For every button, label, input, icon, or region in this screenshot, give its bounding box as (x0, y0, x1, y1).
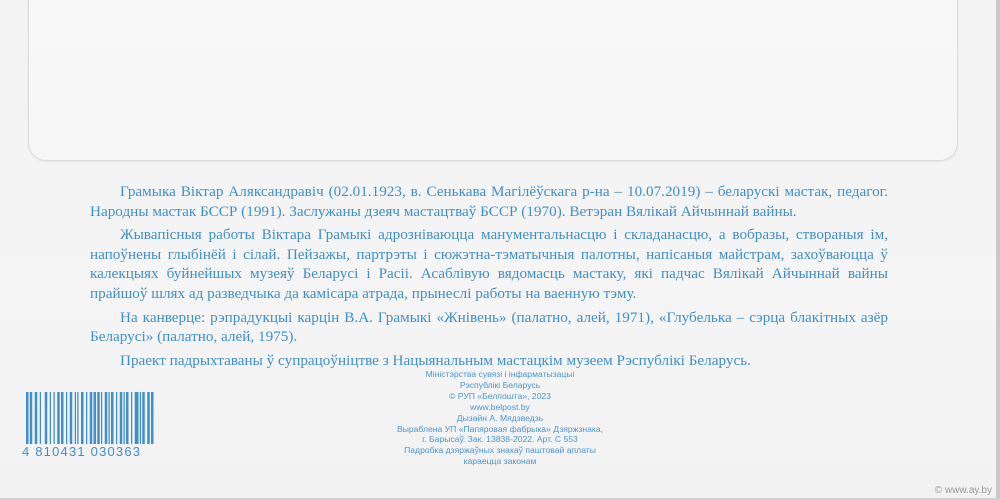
barcode-bar (111, 392, 114, 444)
imprint-line: караецца законам (463, 456, 537, 467)
imprint-line: Падробка дзяржаўных знакаў паштовай аплаты (404, 445, 596, 456)
paragraph-project: Праект падрыхтаваны ў супрацоўніцтве з Нацыянальным мастацкім музеем Рэспублікі Беларусь. (120, 351, 751, 369)
imprint-line: Міністэрства сувязі і інфарматызацыі (425, 369, 575, 379)
barcode-bar (81, 392, 84, 444)
watermark: © www.ay.by (934, 485, 992, 496)
barcode-bar (86, 392, 87, 444)
barcode-bar (75, 392, 76, 444)
barcode-bar (147, 392, 150, 444)
barcode-bar (30, 392, 33, 444)
barcode-bar (45, 392, 48, 444)
barcode-icon (24, 392, 190, 448)
imprint-line: Выраблена УП «Папяровая фабрыка» Дзяржзнака, (396, 423, 604, 434)
barcode-bar (142, 392, 145, 444)
barcode-bar (35, 392, 38, 444)
barcode-bar (94, 392, 97, 444)
barcode-bar (54, 392, 55, 444)
barcode-bar (61, 392, 64, 444)
paragraph-envelope-images: На канверце: рэпрадукцыі карцін В.А. Грамыкі «Жнівень» (палатно, алей, 1971), «Глубелька – сэрца блакітных азёр Беларусі» (палатно, алей, 1975). (90, 308, 888, 346)
barcode-number: 4 810431 030363 (22, 444, 142, 459)
barcode-bar (57, 392, 60, 444)
paragraph-works: Жывапісныя работы Віктара Грамыкі адрозніваюцца манументальнасцю і складанасцю, а вобразы, створаныя ім, напоўнены глыбінёй і сілай. Пейзажы, партрэты і сюжэтна-тэматычныя палотны, напісаныя майстрам, захоўваюцца ў калекцыях буйнейшых музеяў Беларусі і Расіі. Асаблівую вядомасць мастаку, які падчас Вялікай Айчыннай вайны прайшоў шлях ад разведчыка да камісара атрада, прынеслі работы на ваенную тэму. (90, 226, 888, 302)
barcode-bar (116, 392, 117, 444)
envelope-flap (28, 0, 958, 161)
barcode-bar (40, 392, 41, 444)
imprint-line: www.belpost.by (470, 401, 530, 412)
publisher-imprint (340, 369, 660, 467)
imprint-line: Дызайн А. Мядзведзь (456, 412, 544, 423)
barcode-bar (77, 392, 78, 444)
description-text (90, 182, 888, 374)
barcode-bar (101, 392, 102, 444)
barcode-bar (105, 392, 108, 444)
imprint-line: Рэспублікі Беларусь (459, 379, 541, 390)
barcode-bar (124, 392, 125, 444)
barcode-bar (70, 392, 73, 444)
barcode-bar (66, 392, 67, 444)
barcode-bar (90, 392, 93, 444)
barcode-bar (26, 392, 29, 444)
barcode-bar (135, 392, 139, 444)
paragraph-biography: Грамыка Віктар Аляксандравіч (02.01.1923, в. Сенькава Магілёўскага р-на – 10.07.2019) – беларускі мастак, педагог. Народны мастак БССР (1991). Заслужаны дзеяч мастацтваў БССР (1970). Ветэран Вялікай Айчыннай вайны. (90, 183, 888, 220)
barcode-bar (126, 392, 129, 444)
barcode-bar (109, 392, 110, 444)
barcode-bar (151, 392, 154, 444)
imprint-line: г. Барысаў. Зак. 13838-2022. Арт. С 553 (422, 434, 578, 445)
envelope-edge (996, 0, 1000, 500)
barcode-bar (131, 392, 132, 444)
barcode-bar (120, 392, 123, 444)
imprint-line: © РУП «Белпошта», 2023 (449, 390, 551, 401)
barcode-bar (97, 392, 100, 444)
barcode-bar (140, 392, 141, 444)
barcode-bar (50, 392, 51, 444)
